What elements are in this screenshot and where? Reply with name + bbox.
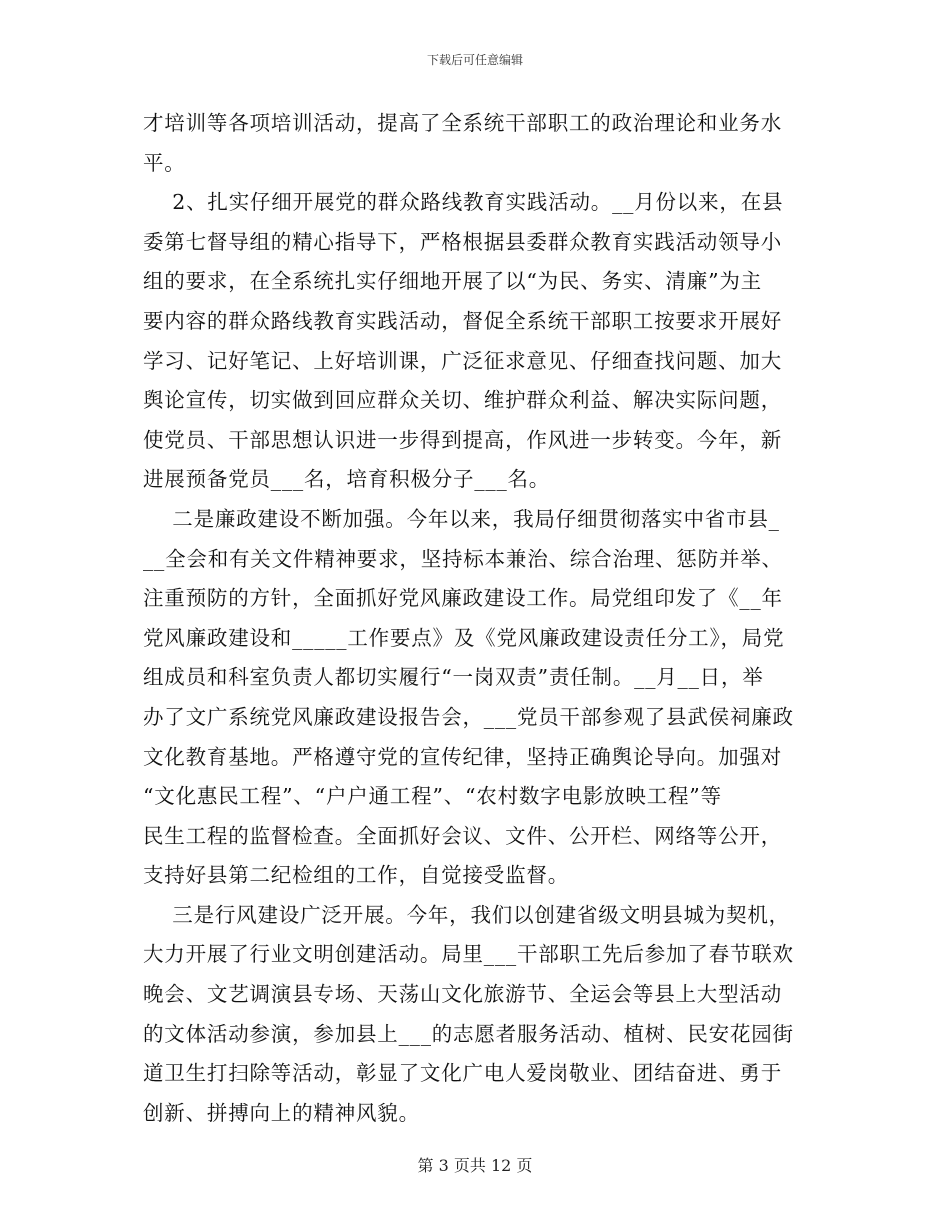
text-line: 文化教育基地。严格遵守党的宣传纪律，坚持正确舆论导向。加强对	[143, 744, 782, 769]
text-line: 使党员、干部思想认识进一步得到提高，作风进一步转变。今年，新	[143, 427, 782, 452]
text-line: 民生工程的监督检查。全面抓好会议、文件、公开栏、网络等公开，	[143, 823, 782, 848]
text-line: 注重预防的方针，全面抓好党风廉政建设工作。局党组印发了《__年	[143, 586, 783, 611]
text-line: 组的要求，在全系统扎实仔细地开展了以“为民、务实、清廉”为主	[143, 269, 762, 294]
text-line: 党风廉政建设和_____工作要点》及《党风廉政建设责任分工》，局党	[143, 625, 785, 650]
text-line: 才培训等各项培训活动，提高了全系统干部职工的政治理论和业务水	[143, 111, 782, 135]
text-line: 创新、拼搏向上的精神风貌。	[143, 1100, 420, 1125]
text-line: 舆论宣传，切实做到回应群众关切、维护群众利益、解决实际问题，	[143, 388, 782, 413]
text-line: 进展预备党员___名，培育积极分子___名。	[143, 467, 551, 492]
text-line: 道卫生打扫除等活动，彰显了文化广电人爱岗敬业、团结奋进、勇于	[143, 1061, 782, 1086]
page-header: 下载后可任意编辑	[426, 53, 523, 67]
text-line: 二是廉政建设不断加强。今年以来，我局仔细贯彻落实中省市县_	[143, 506, 780, 531]
page-number: 第 3 页共 12 页	[417, 1156, 533, 1175]
text-line: 学习、记好笔记、上好培训课，广泛征求意见、仔细查找问题、加大	[143, 348, 782, 373]
document-body	[143, 104, 813, 1133]
text-line: 委第七督导组的精心指导下，严格根据县委群众教育实践活动领导小	[143, 229, 782, 254]
text-line: “文化惠民工程”、“户户通工程”、“农村数字电影放映工程”等	[143, 784, 722, 809]
text-line: 2、扎实仔细开展党的群众路线教育实践活动。__月份以来，在县	[143, 190, 784, 215]
text-line: 支持好县第二纪检组的工作，自觉接受监督。	[143, 863, 569, 888]
text-line: 平。	[143, 150, 186, 175]
text-line: __全会和有关文件精神要求，坚持标本兼治、综合治理、惩防并举、	[143, 546, 783, 571]
text-line: 的文体活动参演，参加县上___的志愿者服务活动、植树、民安花园街	[143, 1021, 794, 1046]
text-line: 三是行风建设广泛开展。今年，我们以创建省级文明县城为契机，	[143, 902, 790, 927]
text-line: 办了文广系统党风廉政建设报告会，___党员干部参观了县武侯祠廉政	[143, 704, 794, 729]
text-line: 晚会、文艺调演县专场、天荡山文化旅游节、全运会等县上大型活动	[143, 982, 782, 1007]
text-line: 组成员和科室负责人都切实履行“一岗双责”责任制。__月__日，举	[143, 665, 764, 690]
text-line: 大力开展了行业文明创建活动。局里___干部职工先后参加了春节联欢	[143, 942, 794, 967]
text-line: 要内容的群众路线教育实践活动，督促全系统干部职工按要求开展好	[143, 308, 782, 333]
